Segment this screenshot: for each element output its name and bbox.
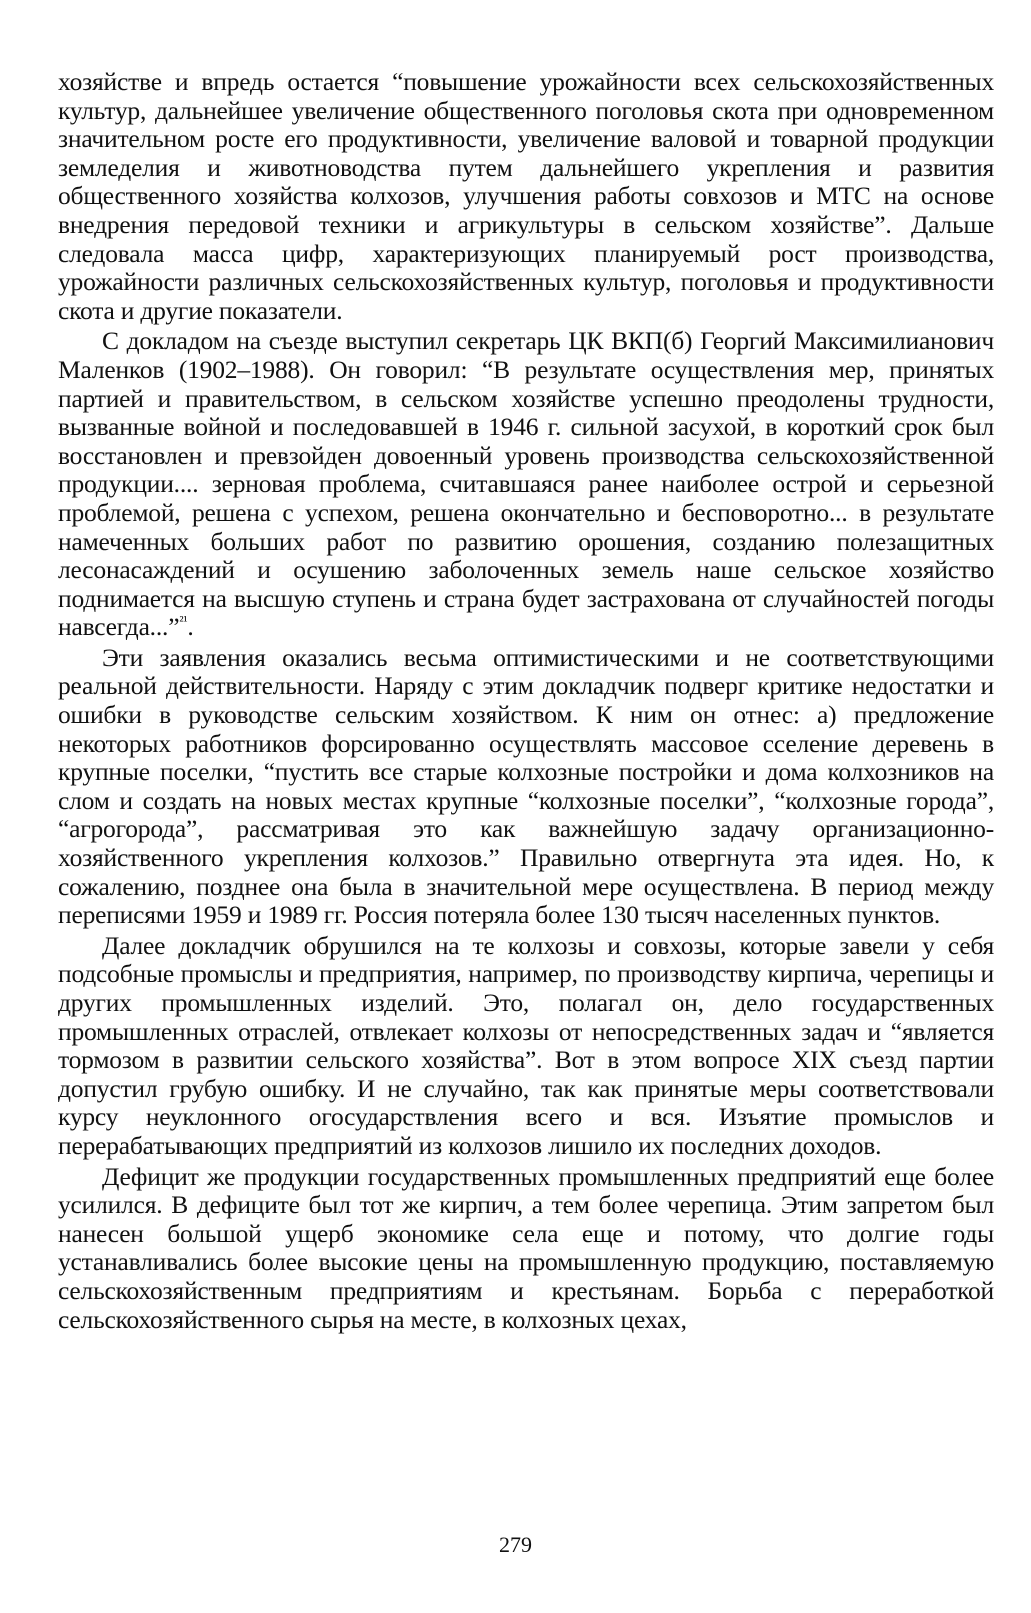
footnote-marker: ²¹	[179, 614, 188, 630]
paragraph-2: С докладом на съезде выступил секретарь ЦК ВКП(б) Георгий Максимилианович Маленков (1902–1988). Он говорил: “В результате осуществления мер, принятых партией и правительством, в сельском хозяйстве успешно преодолены трудности, вызванные войной и последовавшей в 1946 г. сильной засухой, в короткий срок был восстановлен и превзойден довоенный уровень производства сельскохозяйственной продукции.... зерновая проблема, считавшаяся ранее наиболее острой и серьезной проблемой, решена с успехом, решена окончательно и бесповоротно... в результате намеченных больших работ по развитию орошения, созданию полезащитных лесонасаждений и осушению заболоченных земель наше сельское хозяйство поднимается на высшую ступень и страна будет застрахована от случайностей погоды навсегда...”$^{^{21}}$.	[58, 326, 994, 642]
paragraph-2-text: С докладом на съезде выступил секретарь ЦК ВКП(б) Георгий Максимилианович Маленков (1902–1988). Он говорил: “В результате осуществления мер, принятых партией и правительством, в сельском хозяйстве успешно преодолены трудности, вызванные войной и последовавшей в 1946 г. сильной засухой, в короткий срок был восстановлен и превзойден довоенный уровень производства сельскохозяйственной продукции.... зерновая проблема, считавшаяся ранее наиболее острой и серьезной проблемой, решена с успехом, решена окончательно и бесповоротно... в результате намеченных больших работ по развитию орошения, созданию полезащитных лесонасаждений и осушению заболоченных земель наше сельское хозяйство поднимается на высшую ступень и страна будет застрахована от случайностей погоды навсегда...”	[58, 326, 994, 642]
paragraph-3: Эти заявления оказались весьма оптимистическими и не соответствующими реальной действительности. Наряду с этим докладчик подверг критике недостатки и ошибки в руководстве сельским хозяйством. К ним он отнес: а) предложение некоторых работников форсированно осуществлять массовое сселение деревень в крупные поселки, “пустить все старые колхозные постройки и дома колхозников на слом и создать на новых местах крупные “колхозные поселки”, “колхозные города”, “агрогорода”, рассматривая это как важнейшую задачу организационно-хозяйственного укрепления колхозов.” Правильно отвергнута эта идея. Но, к сожалению, позднее она была в значительной мере осуществлена. В период между переписями 1959 и 1989 гг. Россия потеряла более 130 тысяч населенных пунктов.	[58, 642, 994, 930]
paragraph-5: Дефицит же продукции государственных промышленных предприятий еще более усилился. В дефиците был тот же кирпич, а тем более черепица. Этим запретом был нанесен большой ущерб экономике села еще и потому, что долгие годы устанавливались более высокие цены на промышленную продукцию, поставляемую сельскохозяйственным предприятиям и крестьянам. Борьба с переработкой сельскохозяйственного сырья на месте, в колхозных цехах,	[58, 1161, 994, 1334]
paragraph-4: Далее докладчик обрушился на те колхозы и совхозы, которые завели у себя подсобные промыслы и предприятия, например, по производству кирпича, черепицы и других промышленных изделий. Это, полагал он, дело государственных промышленных отраслей, отвлекает колхозы от непосредственных задач и “является тормозом в развитии сельского хозяйства”. Вот в этом вопросе XIX съезд партии допустил грубую ошибку. И не случайно, так как принятые меры соответствовали курсу неуклонного огосударствления всего и вся. Изъятие промыслов и перерабатывающих предприятий из колхозов лишило их последних доходов.	[58, 930, 994, 1160]
paragraph-1: хозяйстве и впредь остается “повышение урожайности всех сельскохозяйственных культур, дальнейшее увеличение общественного поголовья скота при одновременном значительном росте его продуктивности, увеличение валовой и товарной продукции земледелия и животноводства путем дальнейшего укрепления и развития общественного хозяйства колхозов, улучшения работы совхозов и МТС на основе внедрения передовой техники и агрикультуры в сельском хозяйстве”. Дальше следовала масса цифр, характеризующих планируемый рост производства, урожайности различных сельскохозяйственных культур, поголовья и продуктивности скота и другие показатели.	[58, 67, 994, 325]
page-number: 279	[499, 1532, 532, 1557]
page-body	[58, 68, 994, 1568]
